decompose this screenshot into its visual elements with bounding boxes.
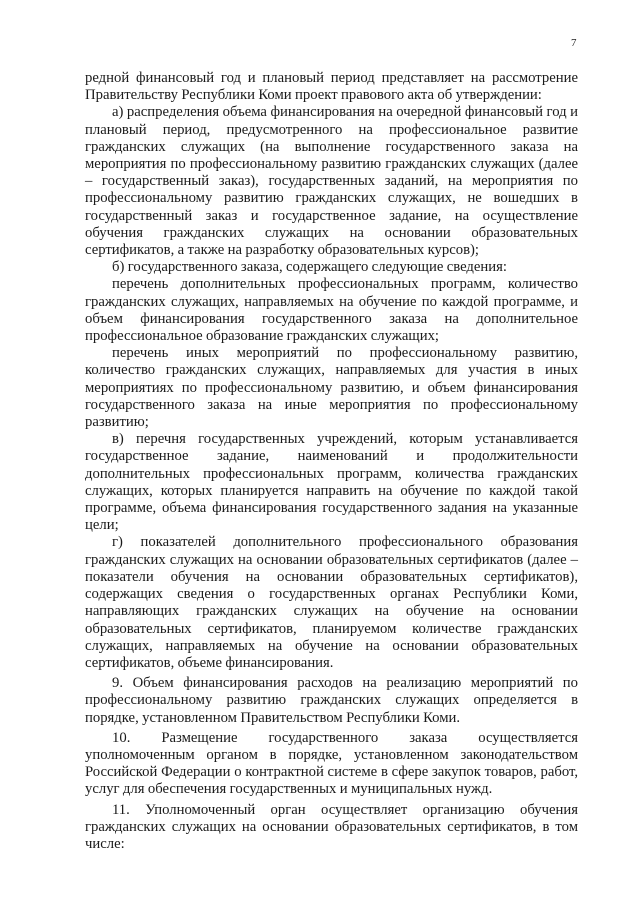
paragraph-item-b: б) государственного заказа, содержащего следующие сведения: [112, 259, 507, 276]
paragraph-clause-11: 11. Уполномоченный орган осуществляет организацию обучения гражданских служащих на основании образовательных сертификатов, в том числе: [85, 801, 578, 852]
paragraph-item-g: г) показателей дополнительного профессионального образования гражданских служащих на основании образовательных сертификатов (далее – показатели обучения на основании образовательных сертификатов), содержащих сведения о государственных органах Республики Коми, направляющих гражданских служащих на обучение на основании образовательных сертификатов, планируемом количестве гражданских служащих, направляемых на обучение на основании образовательных сертификатов, объеме финансирования. [85, 534, 578, 671]
document-body [85, 70, 578, 853]
paragraph-item-a: а) распределения объема финансирования на очередной финансовый год и плановый период, предусмотренного на профессиональное развитие гражданских служащих (на выполнение государственного заказа на мероприятия по профессиональному развитию гражданских служащих (далее – государственный заказ), государственных заданий, на мероприятия по профессиональному развитию гражданских служащих, не вошедших в государственный заказ и государственное задание, на осуществление обучения гражданских служащих на основании образовательных сертификатов, а также на разработку образовательных курсов); [85, 104, 578, 259]
paragraph-continuation: редной финансовый год и плановый период представляет на рассмотрение Правительству Республики Коми проект правового акта об утверждении: [85, 70, 578, 104]
paragraph-other-activities: перечень иных мероприятий по профессиональному развитию, количество гражданских служащих, направляемых для участия в иных мероприятиях по профессиональному развитию, и объем финансирования государственного заказа на иные мероприятия по профессиональному развитию; [85, 345, 578, 431]
paragraph-clause-10: 10. Размещение государственного заказа осуществляется уполномоченным органом в порядке, установленном законодательством Российской Федерации о контрактной системе в сфере закупок товаров, работ, услуг для обеспечения государственных и муниципальных нужд. [85, 729, 578, 798]
paragraph-clause-9: 9. Объем финансирования расходов на реализацию мероприятий по профессиональному развитию гражданских служащих определяется в порядке, установленном Правительством Республики Коми. [85, 675, 578, 726]
paragraph-programs-list: перечень дополнительных профессиональных программ, количество гражданских служащих, направляемых на обучение по каждой программе, и объем финансирования государственного заказа на дополнительное профессиональное образование гражданских служащих; [85, 276, 578, 345]
paragraph-item-v: в) перечня государственных учреждений, которым устанавливается государственное задание, наименований и продолжительности дополнительных профессиональных программ, количества гражданских служащих, которых планируется направить на обучение по каждой такой программе, объема финансирования государственного задания на указанные цели; [85, 431, 578, 534]
page-number: 7 [571, 37, 577, 49]
